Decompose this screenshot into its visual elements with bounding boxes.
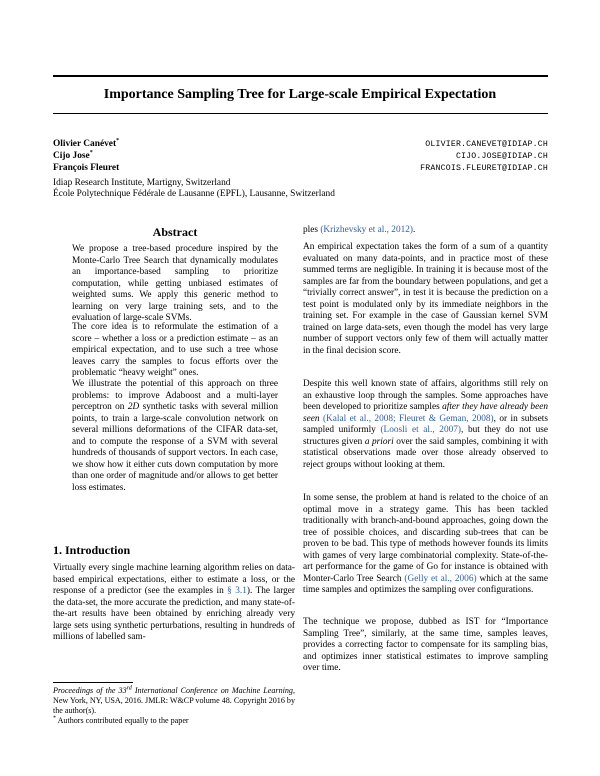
author-email: CIJO.JOSE@IDIAP.CH [455, 152, 548, 161]
citation-link[interactable]: (Kalal et al., 2008; Fleuret & Geman, 2008) [322, 413, 494, 424]
intro-paragraph: Virtually every single machine learning algorithm relies on data-based empirical expectations, either to estimate a loss, or the response of a predictor (see the examples in § 3.1). The larger the data-set, the more accurate the prediction, and many state-of-the-art results have been obtained by enriching already very large sets using synthetic perturbations, resulting in hundreds of millions of labelled sam- [53, 563, 295, 642]
citation-link[interactable]: (Gelly et al., 2006) [404, 573, 477, 584]
footnote-proceedings: Proceedings of the 33rd International Conference on Machine Learning, New York, NY, USA, 2016. JMLR: W&CP volume 48. Copyright 2016 by the author(s). [53, 685, 296, 715]
section-reference-link[interactable]: § 3.1 [227, 586, 247, 596]
abstract-heading: Abstract [152, 225, 198, 239]
author-email: FRANCOIS.FLEURET@IDIAP.CH [420, 164, 548, 173]
affiliation: École Polytechnique Fédérale de Lausanne (EPFL), Lausanne, Switzerland [53, 189, 335, 199]
title-rule-top [53, 75, 548, 77]
author-email: OLIVIER.CANEVET@IDIAP.CH [425, 140, 548, 149]
title-rule-bottom [53, 113, 548, 114]
intro-paragraph: ples (Krizhevsky et al., 2012). [303, 225, 416, 235]
section-heading: 1. Introduction [53, 543, 131, 557]
intro-paragraph: Despite this well known state of affairs, algorithms still rely on an exhaustive loop through the samples. Some approaches have been developed to prioritize samples after they have already been seen (Kalal et al., 2008; Fleuret & Geman, 2008), or in subsets sampled uniformly (Loosli et al., 2007), but they do not use structures given a priori over the said samples, combining it with statistical observations made over those already observed to reject groups without looking at them. [303, 379, 549, 470]
author-name: Olivier Canévet* [53, 137, 120, 149]
affiliation: Idiap Research Institute, Martigny, Switzerland [53, 178, 231, 188]
paper-title: Importance Sampling Tree for Large-scale Empirical Expectation [103, 87, 497, 102]
citation-link[interactable]: (Krizhevsky et al., 2012) [320, 225, 413, 235]
intro-paragraph: The technique we propose, dubbed as IST for “Importance Sampling Tree”, similarly, at the same time, samples leaves, provides a correcting factor to compensate for its sampling bias, and optimizes inner statistical estimates to improve sampling over time. [303, 617, 548, 673]
footnote-rule [53, 682, 133, 683]
abstract-paragraph: We propose a tree-based procedure inspired by the Monte-Carlo Tree Search that dynamically modulates an importance-based sampling to prioritize computation, while getting unbiased estimates of weighted sums. We apply this generic method to learning on very large training sets, and to the evaluation of large-scale SVMs. [72, 244, 278, 323]
citation-link[interactable]: (Loosli et al., 2007) [380, 425, 461, 435]
intro-paragraph: An empirical expectation takes the form of a sum of a quantity evaluated on many data-points, and in practice most of these summed terms are negligible. In training it is because most of the samples are far from the boundary between populations, and get a “trivially correct answer”, in test it is because the prediction on a test point is modulated only by its immediate neighbors in the training set. For example in the case of Gaussian kernel SVM trained on large data-sets, even though the model has very large number of support vectors only few of them will actually matter in the final decision score. [303, 242, 548, 356]
intro-paragraph: In some sense, the problem at hand is related to the choice of an optimal move in a strategy game. This has been tackled traditionally with branch-and-bound approaches, going down the tree of possible choices, and discarding sub-trees that can be proven to be bad. This type of methods however founds its limits with games of very large combinatorial complexity. State-of-the-art performance for the game of Go for instance is obtained with Monter-Carlo Tree Search (Gelly et al., 2006) which at the same time samples and optimizes the sampling over configurations. [303, 493, 549, 595]
abstract-paragraph: We illustrate the potential of this approach on three problems: to improve Adaboost and a multi-layer perceptron on 2D synthetic tasks with several million points, to train a large-scale convolution network on several millions deformations of the CIFAR data-set, and to compute the response of a SVM with several hundreds of thousands of support vectors. In each case, we show how it either cuts down computation by more than one order of magnitude and/or allows to get better loss estimates. [72, 379, 278, 493]
author-name: François Fleuret [53, 163, 120, 173]
footnote-equal-contribution: * Authors contributed equally to the paper [53, 715, 189, 725]
author-name: Cijo Jose* [53, 149, 93, 161]
abstract-paragraph: The core idea is to reformulate the estimation of a score – whether a loss or a prediction estimate – as an empirical expectation, and to use such a tree whose leaves carry the samples to focus efforts over the problematic “heavy weight” ones. [72, 322, 278, 378]
